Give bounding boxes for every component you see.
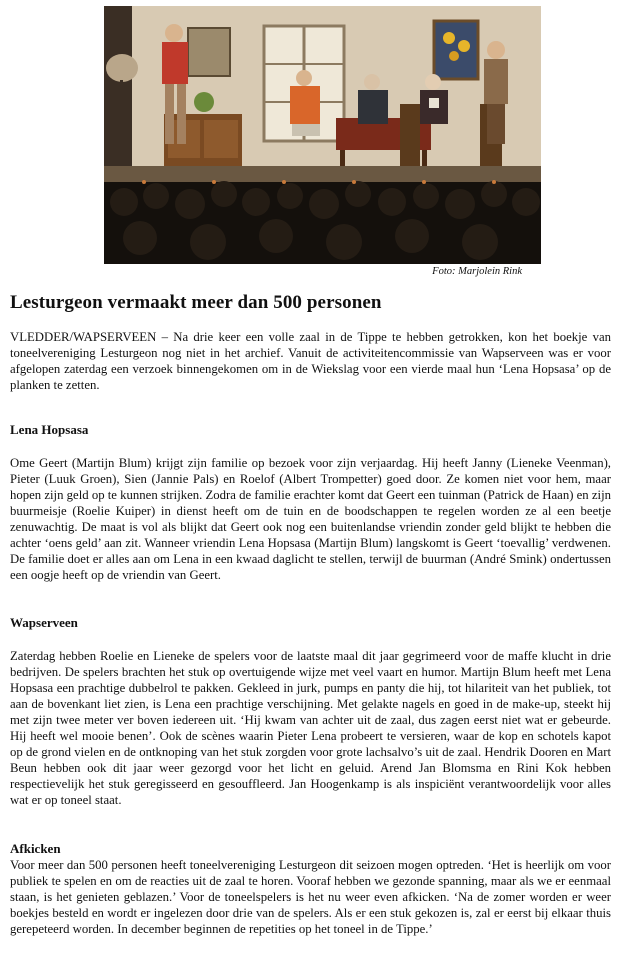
section-heading-afkicken: Afkicken (10, 841, 61, 856)
section-text-afkicken: Voor meer dan 500 personen heeft toneelvereniging Lesturgeon dit seizoen mogen optreden. ‘Het is heerlijk om voor publiek te spelen en om de reacties uit de zaal te horen. Vooraf hebben we gezonde spanning, maar als we er eenmaal staan, is het genieten geblazen.’ Voor de toneelspelers is het nu weer even afkicken. ‘Na de zomer worden er weer boekjes besteld en wordt er ingelezen door drie van de spelers. Als er een stuk gekozen is, zal er eerst bij elkaar thuis gerepeteerd worden. In december beginnen de repetities op het toneel in de Tippe.’ (10, 858, 611, 936)
article-intro: VLEDDER/WAPSERVEEN – Na drie keer een volle zaal in de Tippe te hebben getrokken, kon het boekje van toneelvereniging Lesturgeon nog niet in het archief. Vanuit de activiteitencommissie van Wapserveen was er voor afgelopen zaterdag een verzoek binnengekomen om in de Wiekslag voor een vierde maal hun ‘Lena Hopsasa’ op de planken te zetten. (10, 330, 611, 392)
section-text-wapserveen: Zaterdag hebben Roelie en Lieneke de spelers voor de laatste maal dit jaar gegrimeerd voor de maffe klucht in drie bedrijven. De spelers brachten het stuk op overtuigende wijze met veel vaart en humor. Martijn Blum heeft met Lena Hopsasa een prachtige dubbelrol te pakken. Gekleed in jurk, pumps en panty die hij, tot hilariteit van het publiek, tot aan de bovenkant liet zien, is Lena een prachtige verschijning. Met gelakte nagels en goed in de make-up, steekt hij met zijn twee meter ver boven iedereen uit. ‘Hij kwam van achter uit de zaal, dus zagen eerst niet wat er gebeurde. Hij heeft wel mooie benen’. Ook de scènes waarin Pieter Lena probeert te versieren, waar de kop en schotels kapot op de grond vielen en de ontknoping van het stuk zorgden voor grote lachsalvo’s uit de zaal. Hendrik Dooren en Mart Beun hebben ook dit jaar weer gezorgd voor het licht en geluid. Arend Jan Blomsma en Rini Kok hebben respectievelijk het stuk geregisseerd en gesouffleerd. Jan Hoogenkamp is als inspiciënt verantwoordelijk voor alles wat er op toneel staat. (10, 649, 611, 807)
section-heading-wapserveen: Wapserveen (10, 615, 78, 630)
section-heading-lena-hopsasa: Lena Hopsasa (10, 422, 89, 437)
photo-credit: Foto: Marjolein Rink (432, 266, 522, 277)
article-headline: Lesturgeon vermaakt meer dan 500 personen (10, 292, 382, 313)
theater-stage-photo-icon (104, 6, 541, 264)
section-text-lena-hopsasa: Ome Geert (Martijn Blum) krijgt zijn familie op bezoek voor zijn verjaardag. Hij heeft Janny (Lieneke Veenman), Pieter (Luuk Groen), Sien (Jannie Pals) en Roelof (Albert Trompetter) goed door. Ze komen niet voor hem, maar hopen zijn geld op te kunnen strijken. Zodra de familie erachter komt dat Geert een tuinman (Patrick de Haan) en zijn buurmeisje (Roelie Kuiper) in dienst heeft om de tuin en de boodschappen te regelen worden ze al een beetje zenuwachtig. De maat is vol als blijkt dat Geert ook nog een buitenlandse vriendin zonder geld blijkt te hebben die achter ‘oens geld’ aan zit. Wanneer vriendin Lena Hopsasa (Martijn Blum) langskomt is Geert ‘toevallig’ verdwenen. De familie doet er alles aan om Lena in een kwaad daglicht te stellen, terwijl de buurman (André Smink) ondertussen een oogje heeft op de vriendin van Geert. (10, 456, 611, 582)
stage-photo (104, 6, 541, 264)
